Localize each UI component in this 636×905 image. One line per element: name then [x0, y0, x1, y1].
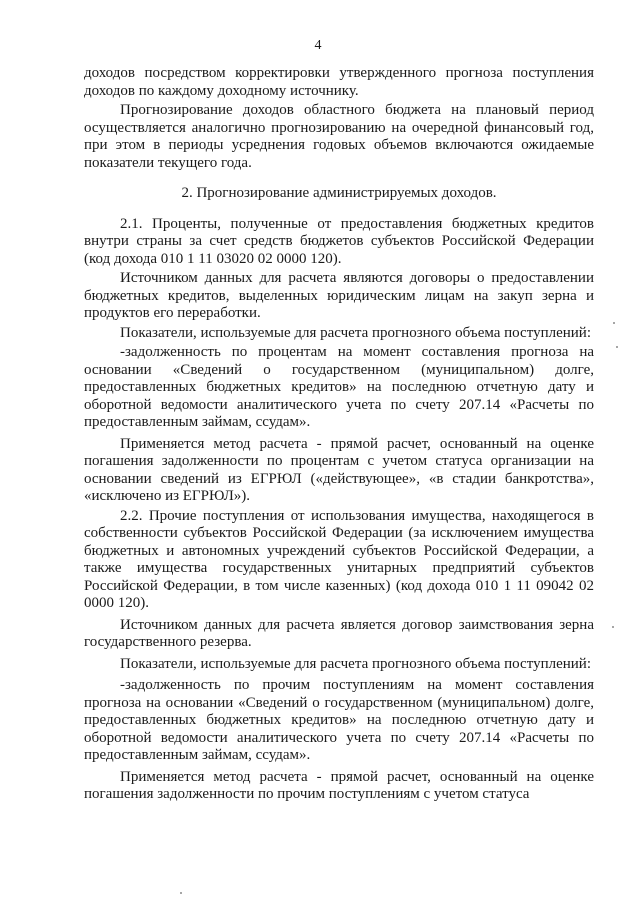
- scan-speck: [613, 322, 615, 324]
- paragraph-2-2-source: Источником данных для расчета является договор заимствования зерна государственного резерва.: [84, 616, 594, 650]
- paragraph-2-2-debt: -задолженность по прочим поступлениям на момент составления прогноза на основании «Сведений о государственном (муниципальном) долге, предоставленных бюджетных кредитов» на последнюю отчетную дату и оборотной ведомости аналитического учета по счету 207.14 «Расчеты по предоставленным займам, ссудам».: [84, 677, 594, 763]
- paragraph-2-1-method: Применяется метод расчета - прямой расчет, основанный на оценке погашения задолженности по процентам с учетом статуса организации на основании сведений из ЕГРЮЛ («действующее», «в стадии банкротства», «исключено из ЕГРЮЛ»).: [84, 435, 594, 504]
- document-body: [84, 65, 594, 806]
- paragraph-2-1-debt: -задолженность по процентам на момент составления прогноза на основании «Сведений о государственном (муниципальном) долге, предоставленных бюджетных кредитов» на последнюю отчетную дату и оборотной ведомости аналитического учета по счету 207.14 «Расчеты по предоставленным займам, ссудам».: [84, 344, 594, 430]
- scan-speck: [616, 346, 618, 348]
- paragraph-continuation: доходов посредством корректировки утвержденного прогноза поступления доходов по каждому доходному источнику.: [84, 65, 594, 99]
- paragraph-2-2-method: Применяется метод расчета - прямой расчет, основанный на оценке погашения задолженности по прочим поступлениям с учетом статуса: [84, 768, 594, 802]
- paragraph-2-1-source: Источником данных для расчета являются договоры о предоставлении бюджетных кредитов, выделенных юридическим лицам на закуп зерна и продуктов его переработки.: [84, 270, 594, 321]
- page-number: 4: [314, 38, 322, 53]
- paragraph-2-1-indicators: Показатели, используемые для расчета прогнозного объема поступлений:: [120, 324, 591, 341]
- paragraph-2-2-indicators: Показатели, используемые для расчета прогнозного объема поступлений:: [120, 655, 591, 672]
- scan-speck: [612, 626, 614, 628]
- paragraph-2-2-title: 2.2. Прочие поступления от использования имущества, находящегося в собственности субъектов Российской Федерации (за исключением имущества бюджетных и автономных учреждений субъектов Российской Федерации, а также имущества государственных унитарных предприятий субъектов Российской Федерации, в том числе казенных) (код дохода 010 1 11 09042 02 0000 120).: [84, 507, 594, 611]
- paragraph-2-1-title: 2.1. Проценты, полученные от предоставления бюджетных кредитов внутри страны за счет средств бюджетов субъектов Российской Федерации (код дохода 010 1 11 03020 02 0000 120).: [84, 215, 594, 267]
- paragraph-planning-period: Прогнозирование доходов областного бюджета на плановый период осуществляется аналогично прогнозированию на очередной финансовый год, при этом в периоды усреднения годовых объемов включаются ожидаемые показатели текущего года.: [84, 102, 594, 171]
- scan-speck: [180, 892, 182, 894]
- section-heading: 2. Прогнозирование администрируемых доходов.: [181, 185, 497, 201]
